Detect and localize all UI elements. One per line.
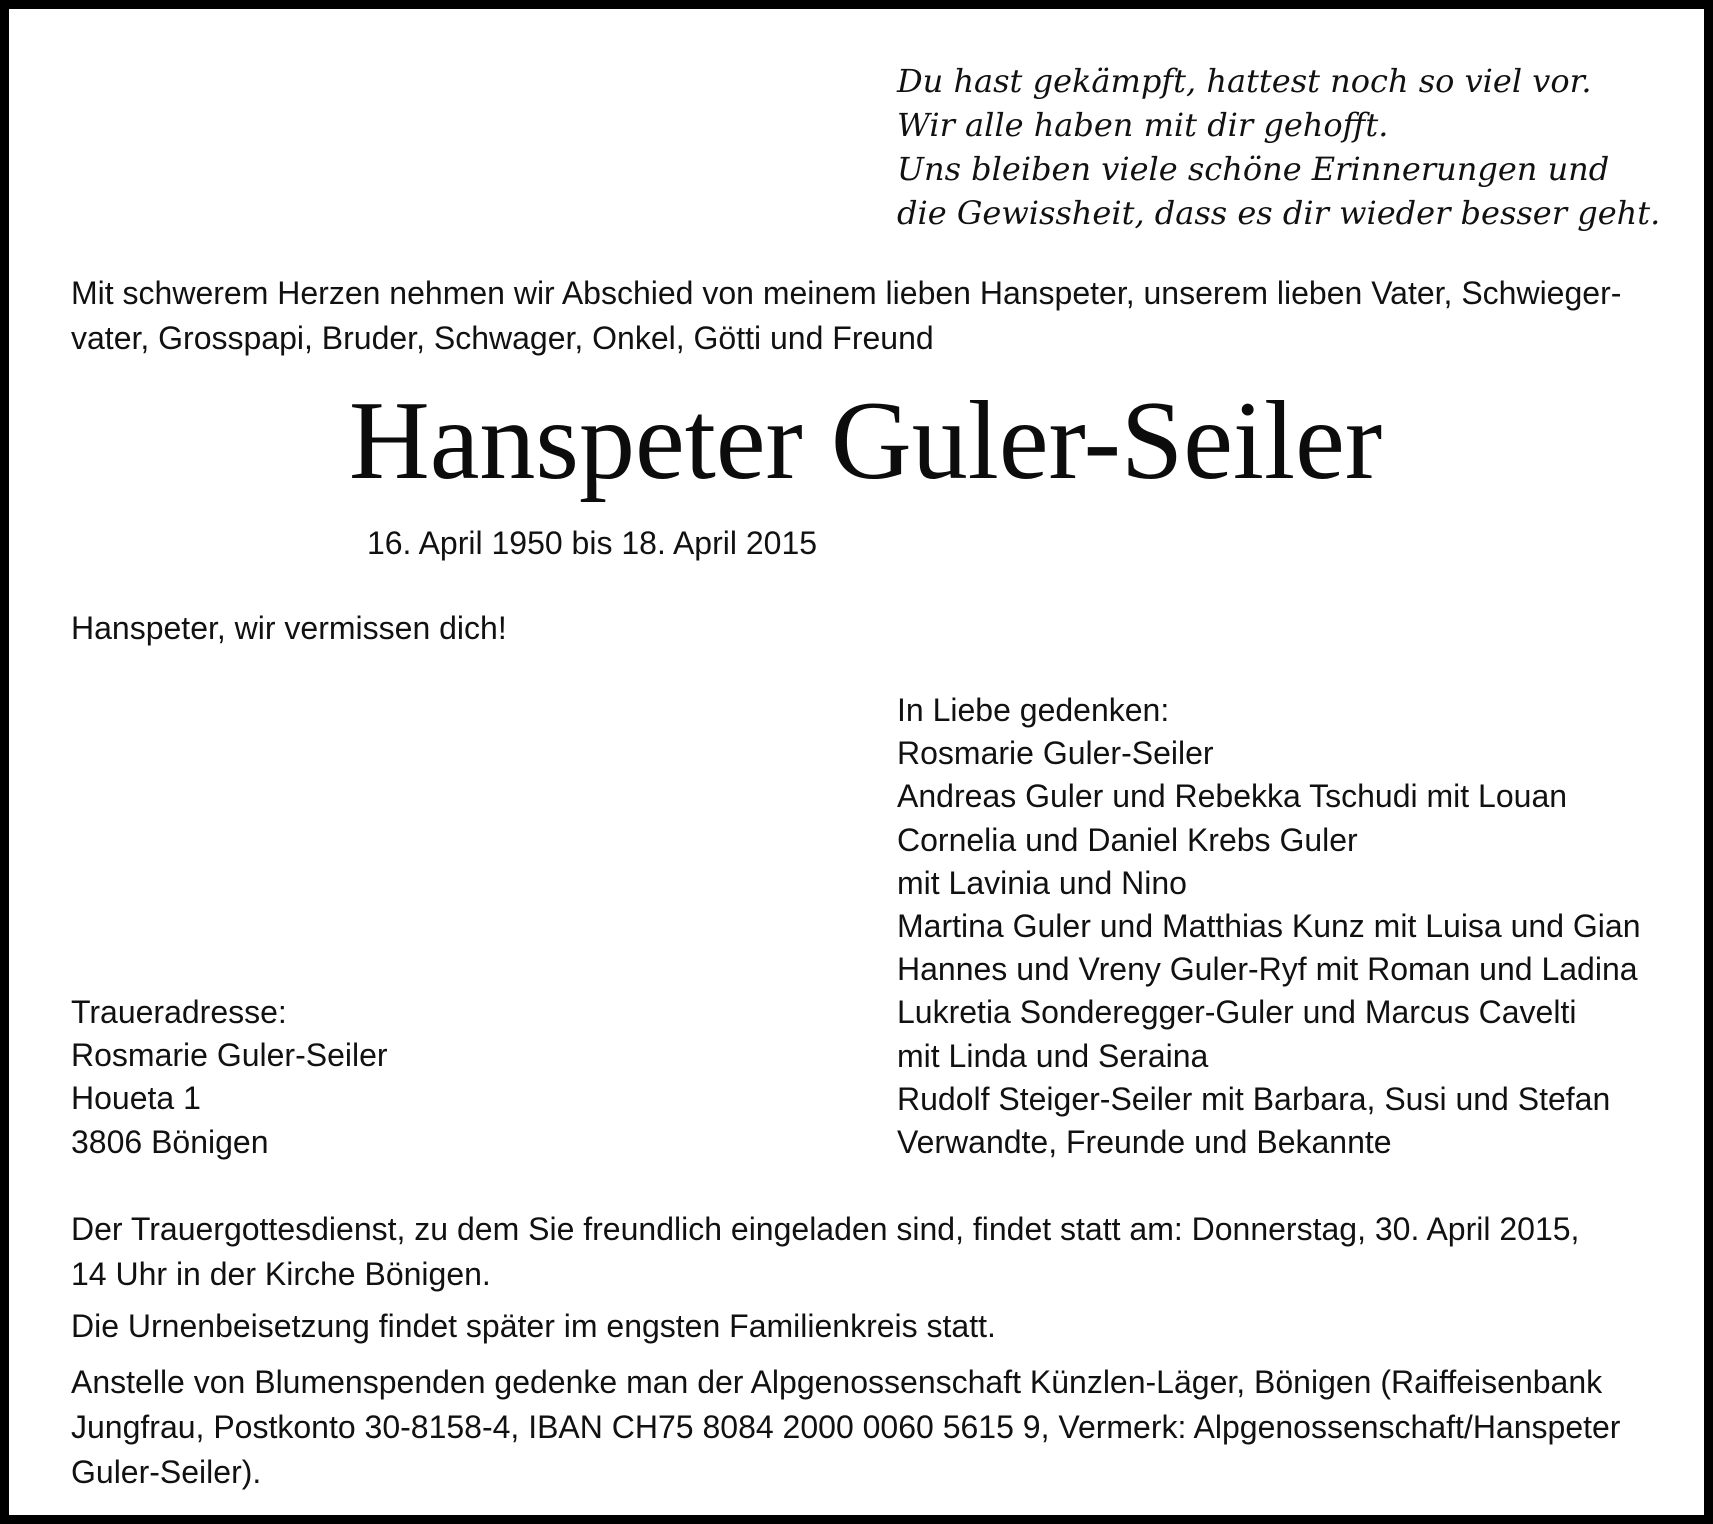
- mourner-entry: Martina Guler und Matthias Kunz mit Luisa und Gian: [897, 908, 1641, 945]
- life-dates: 16. April 1950 bis 18. April 2015: [366, 525, 818, 561]
- funeral-service-info: [71, 1207, 1579, 1297]
- poem-line: Uns bleiben viele schöne Erinnerungen und: [897, 150, 1610, 188]
- donation-line: Guler-Seiler).: [71, 1454, 262, 1490]
- intro-paragraph: [71, 271, 1621, 361]
- mourner-entry: mit Linda und Seraina: [897, 1037, 1209, 1074]
- mourner-entry: Verwandte, Freunde und Bekannte: [897, 1124, 1392, 1161]
- address-line: Houeta 1: [71, 1080, 201, 1117]
- intro-line: vater, Grosspapi, Bruder, Schwager, Onkel, Götti und Freund: [71, 320, 934, 356]
- deceased-name: Hanspeter Guler-Seiler: [348, 379, 1383, 503]
- mourner-entry: Andreas Guler und Rebekka Tschudi mit Louan: [897, 778, 1568, 815]
- donation-line: Anstelle von Blumenspenden gedenke man der Alpgenossenschaft Künzlen-Läger, Bönigen (Raiffeisenbank: [71, 1364, 1603, 1400]
- intro-line: Mit schwerem Herzen nehmen wir Abschied von meinem lieben Hanspeter, unserem lieben Vater, Schwieger-: [71, 275, 1622, 311]
- donation-info: [71, 1360, 1620, 1495]
- mourners-heading: In Liebe gedenken:: [897, 692, 1170, 728]
- personal-message: Hanspeter, wir vermissen dich!: [71, 610, 507, 646]
- mourner-entry: Cornelia und Daniel Krebs Guler: [897, 821, 1358, 858]
- poem-line: Du hast gekämpft, hattest noch so viel vor.: [897, 62, 1592, 100]
- mourner-entry: Hannes und Vreny Guler-Ryf mit Roman und Ladina: [897, 951, 1638, 988]
- address-line: 3806 Bönigen: [71, 1123, 269, 1160]
- service-line: Der Trauergottesdienst, zu dem Sie freundlich eingeladen sind, findet statt am: Donnerstag, 30. April 2015,: [71, 1211, 1580, 1247]
- memorial-poem: [897, 59, 1661, 235]
- address-line: Rosmarie Guler-Seiler: [71, 1037, 388, 1074]
- mourners-list: [897, 689, 1640, 1164]
- poem-line: Wir alle haben mit dir gehofft.: [897, 106, 1389, 144]
- donation-line: Jungfrau, Postkonto 30-8158-4, IBAN CH75 8084 2000 0060 5615 9, Vermerk: Alpgenossenschaft/Hanspeter: [71, 1409, 1621, 1445]
- poem-line: die Gewissheit, dass es dir wieder besser geht.: [897, 194, 1661, 232]
- mourning-address: [71, 991, 388, 1164]
- mourner-entry: Rudolf Steiger-Seiler mit Barbara, Susi und Stefan: [897, 1080, 1611, 1117]
- service-line: 14 Uhr in der Kirche Bönigen.: [71, 1256, 491, 1292]
- mourner-entry: Rosmarie Guler-Seiler: [897, 735, 1214, 772]
- mourner-entry: mit Lavinia und Nino: [897, 864, 1187, 901]
- mourner-entry: Lukretia Sonderegger-Guler und Marcus Cavelti: [897, 994, 1577, 1031]
- burial-info: Die Urnenbeisetzung findet später im engsten Familienkreis statt.: [71, 1308, 996, 1344]
- address-heading: Traueradresse:: [71, 994, 287, 1030]
